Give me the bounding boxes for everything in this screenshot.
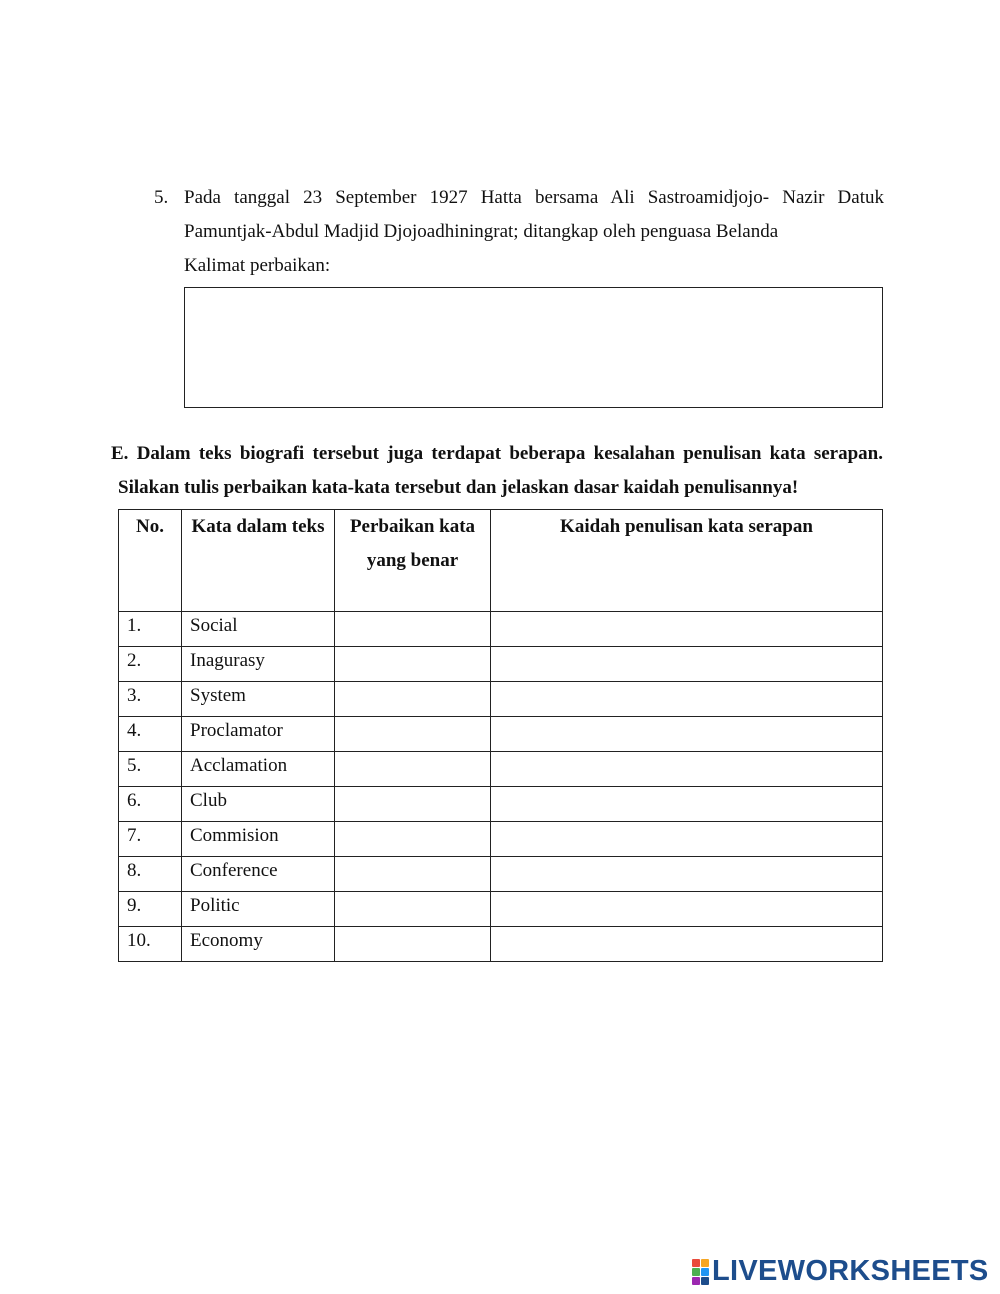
kaidah-answer-cell[interactable] — [491, 927, 883, 962]
row-number: 9. — [119, 892, 182, 927]
question-5-line-2: Pamuntjak-Abdul Madjid Djojoadhiningrat; ditangkap oleh penguasa Belanda — [184, 221, 779, 242]
header-kata-dalam-teks: Kata dalam teks — [182, 510, 335, 612]
kaidah-answer-cell[interactable] — [491, 647, 883, 682]
section-e-instructions — [111, 437, 883, 505]
row-word: Economy — [182, 927, 335, 962]
row-word: Social — [182, 612, 335, 647]
kaidah-answer-cell[interactable] — [491, 892, 883, 927]
table-header-row — [119, 510, 883, 612]
row-word: Inagurasy — [182, 647, 335, 682]
table-row — [119, 752, 883, 787]
perbaikan-answer-cell[interactable] — [335, 612, 491, 647]
section-e-line-2: Silakan tulis perbaikan kata-kata tersebut dan jelaskan dasar kaidah penulisannya! — [118, 477, 799, 498]
table-row — [119, 927, 883, 962]
kaidah-answer-cell[interactable] — [491, 612, 883, 647]
logo-block — [701, 1277, 709, 1285]
kaidah-answer-cell[interactable] — [491, 857, 883, 892]
row-number: 7. — [119, 822, 182, 857]
row-word: Acclamation — [182, 752, 335, 787]
section-e-line-1: E. Dalam teks biografi tersebut juga terdapat beberapa kesalahan penulisan kata serapan. — [111, 443, 883, 464]
kalimat-perbaikan-answer-box[interactable] — [184, 287, 883, 408]
table-row — [119, 647, 883, 682]
liveworksheets-brand[interactable] — [692, 1255, 989, 1288]
logo-block — [692, 1268, 700, 1276]
liveworksheets-wordmark: LIVEWORKSHEETS — [712, 1255, 989, 1287]
kaidah-answer-cell[interactable] — [491, 682, 883, 717]
question-5 — [154, 181, 884, 283]
row-number: 2. — [119, 647, 182, 682]
kaidah-answer-cell[interactable] — [491, 822, 883, 857]
perbaikan-answer-cell[interactable] — [335, 892, 491, 927]
kaidah-answer-cell[interactable] — [491, 787, 883, 822]
question-5-text — [184, 181, 884, 283]
row-number: 3. — [119, 682, 182, 717]
table-row — [119, 822, 883, 857]
perbaikan-answer-cell[interactable] — [335, 822, 491, 857]
perbaikan-answer-cell[interactable] — [335, 752, 491, 787]
row-number: 5. — [119, 752, 182, 787]
row-word: Club — [182, 787, 335, 822]
liveworksheets-logo-icon — [692, 1259, 709, 1285]
kata-serapan-table — [118, 509, 883, 962]
row-word: Conference — [182, 857, 335, 892]
row-word: Politic — [182, 892, 335, 927]
question-5-label: Kalimat perbaikan: — [184, 255, 331, 276]
perbaikan-answer-cell[interactable] — [335, 647, 491, 682]
perbaikan-answer-cell[interactable] — [335, 927, 491, 962]
row-number: 6. — [119, 787, 182, 822]
kaidah-answer-cell[interactable] — [491, 717, 883, 752]
row-word: System — [182, 682, 335, 717]
table-row — [119, 682, 883, 717]
row-number: 10. — [119, 927, 182, 962]
row-number: 4. — [119, 717, 182, 752]
question-5-line-1: Pada tanggal 23 September 1927 Hatta bersama Ali Sastroamidjojo- Nazir Datuk — [184, 187, 884, 208]
table-row — [119, 857, 883, 892]
perbaikan-answer-cell[interactable] — [335, 787, 491, 822]
logo-block — [692, 1259, 700, 1267]
table-row — [119, 612, 883, 647]
row-number: 8. — [119, 857, 182, 892]
logo-block — [701, 1268, 709, 1276]
kaidah-answer-cell[interactable] — [491, 752, 883, 787]
header-kaidah: Kaidah penulisan kata serapan — [491, 510, 883, 612]
perbaikan-answer-cell[interactable] — [335, 682, 491, 717]
table-row — [119, 787, 883, 822]
header-no: No. — [119, 510, 182, 612]
row-word: Commision — [182, 822, 335, 857]
row-number: 1. — [119, 612, 182, 647]
perbaikan-answer-cell[interactable] — [335, 857, 491, 892]
table-row — [119, 892, 883, 927]
header-perbaikan: Perbaikan kata yang benar — [335, 510, 491, 612]
perbaikan-answer-cell[interactable] — [335, 717, 491, 752]
table-row — [119, 717, 883, 752]
logo-block — [701, 1259, 709, 1267]
question-5-number: 5. — [154, 187, 169, 208]
logo-block — [692, 1277, 700, 1285]
row-word: Proclamator — [182, 717, 335, 752]
